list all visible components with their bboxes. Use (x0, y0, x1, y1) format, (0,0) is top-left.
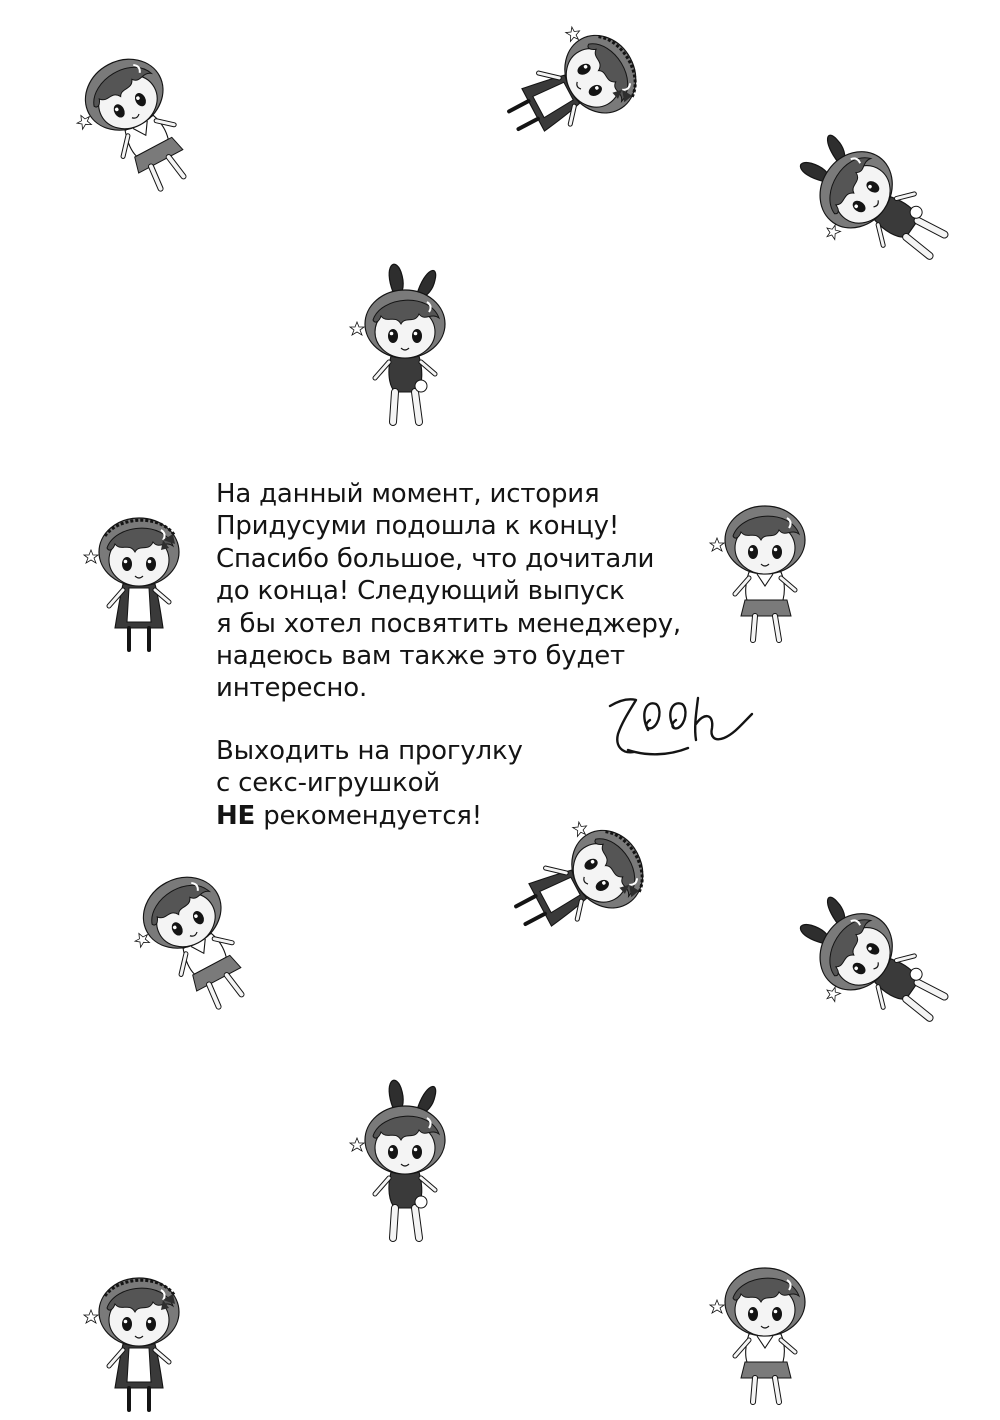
chibi-schoolgirl-icon (118, 848, 268, 1018)
author-signature (602, 684, 762, 774)
chibi-bunny-icon (330, 1078, 480, 1248)
chibi-schoolgirl-icon (690, 1240, 840, 1410)
chibi-bunny-icon (330, 262, 480, 432)
warning-tail: рекомендуется! (255, 800, 482, 831)
afterword-line: На данный момент, история (216, 479, 600, 509)
afterword-line: я бы хотел посвятить менеджеру, (216, 608, 681, 639)
afterword-line: Спасибо большое, что дочитали (216, 543, 655, 574)
chibi-maid-icon (64, 1250, 214, 1420)
chibi-schoolgirl-icon (118, 848, 268, 1018)
warning-line: с секс-игрушкой (216, 768, 440, 799)
afterword-line: до конца! Следующий выпуск (216, 576, 625, 607)
afterword-line: Придусуми подошла к концу! (216, 511, 620, 542)
chibi-bunny-icon (800, 118, 950, 288)
warning-final-line (216, 800, 716, 832)
afterword-line: надеюсь вам также это будет (216, 641, 626, 672)
chibi-bunny-icon (800, 118, 950, 288)
chibi-bunny-icon (800, 880, 950, 1050)
warning-line: Выходить на прогулку (216, 735, 523, 766)
chibi-bunny-icon (330, 1078, 480, 1248)
signature-icon (602, 684, 762, 774)
chibi-maid-icon (505, 0, 655, 170)
chibi-maid-icon (64, 1250, 214, 1420)
chibi-maid-icon (64, 490, 214, 660)
warning-emphasis: НЕ (216, 800, 256, 831)
chibi-schoolgirl-icon (690, 1240, 840, 1410)
afterword-line: интересно. (216, 673, 368, 704)
chibi-schoolgirl-icon (60, 30, 210, 200)
afterword-text (216, 478, 716, 832)
chibi-schoolgirl-icon (60, 30, 210, 200)
chibi-maid-icon (505, 0, 655, 170)
chibi-bunny-icon (330, 262, 480, 432)
chibi-maid-icon (64, 490, 214, 660)
chibi-bunny-icon (800, 880, 950, 1050)
